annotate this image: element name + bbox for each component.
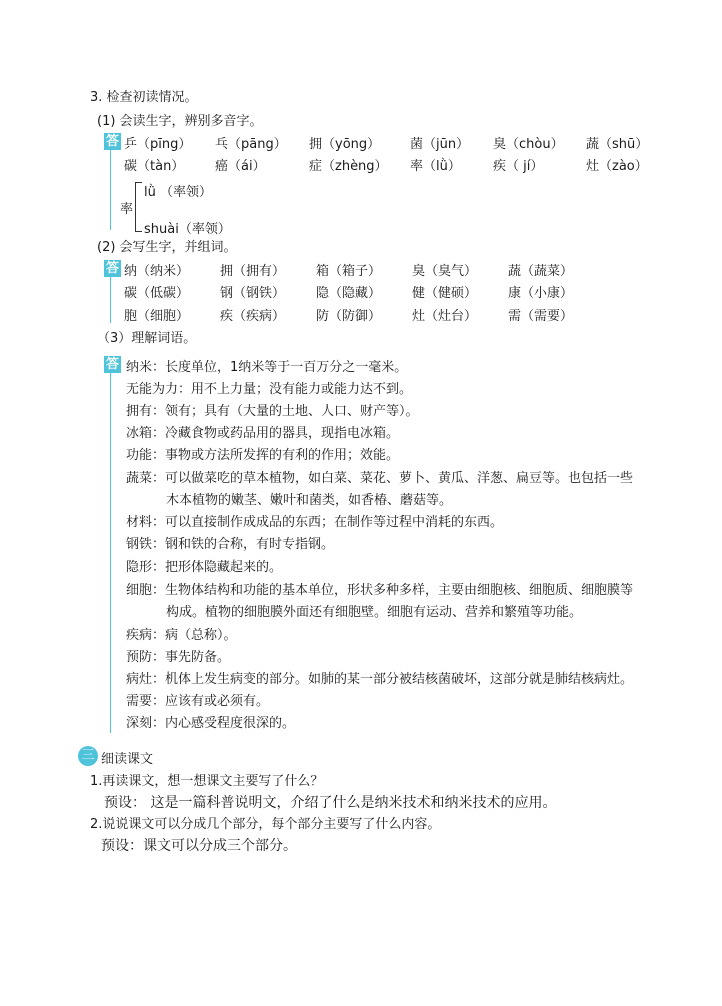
word-item: 钢（钢铁） — [220, 286, 286, 301]
section-number-icon: 三 — [78, 746, 98, 766]
definition-item: 材料：可以直接制作成成品的东西；在制作等过程中消耗的东西。 — [126, 515, 504, 530]
word-item: 胞（细胞） — [124, 309, 190, 324]
answer-badge-icon: 答 — [105, 357, 119, 372]
definition-item: 疾病：病（总称）。 — [126, 628, 237, 643]
definition-item-cont: 构成。植物的细胞膜外面还有细胞壁。细胞有运动、营养和繁殖等功能。 — [166, 605, 583, 620]
definition-item: 病灶：机体上发生病变的部分。如肺的某一部分被结核菌破坏，这部分就是肺结核病灶。 — [126, 672, 634, 687]
char-pinyin: 率（lǜ） — [410, 159, 461, 174]
polyphone-reading-1: lǜ （率领） — [144, 185, 212, 200]
char-pinyin: 疾（ jí） — [493, 159, 544, 174]
word-item: 防（防御） — [316, 309, 382, 324]
section-title: 细读课文 — [101, 752, 154, 767]
polyphone-reading-2: shuài（率领） — [144, 222, 231, 237]
answer-badge-icon: 答 — [105, 261, 119, 276]
word-item: 康（小康） — [508, 286, 574, 301]
word-item: 碳（低碳） — [124, 286, 190, 301]
char-pinyin: 拥（yōng） — [309, 137, 381, 152]
word-item: 灶（灶台） — [412, 309, 478, 324]
word-item: 疾（疾病） — [220, 309, 286, 324]
margin-rule — [110, 373, 111, 733]
answer-1: 预设： 这是一篇科普说明文，介绍了什么是纳米技术和纳米技术的应用。 — [104, 795, 557, 811]
definition-item: 深刻：内心感受程度很深的。 — [126, 716, 296, 731]
definition-item: 冰箱：冷藏食物或药品用的器具，现指电冰箱。 — [126, 426, 400, 441]
char-pinyin: 菌（jūn） — [410, 137, 470, 152]
definition-item: 隐形：把形体隐藏起来的。 — [126, 560, 283, 575]
char-pinyin: 碳（tàn） — [124, 159, 185, 174]
char-pinyin: 症（zhèng） — [309, 159, 388, 174]
char-pinyin: 癌（ái） — [215, 159, 266, 174]
definition-item: 需要：应该有或必须有。 — [126, 694, 270, 709]
section-heading: 3. 检查初读情况。 — [90, 90, 198, 105]
definition-item: 纳米：长度单位，1纳米等于一百万分之一毫米。 — [126, 360, 408, 375]
char-pinyin: 乒（pīng） — [124, 137, 192, 152]
question-1: 1.再读课文，想一想课文主要写了什么？ — [90, 774, 324, 789]
char-pinyin: 乓（pāng） — [215, 137, 287, 152]
margin-rule — [110, 150, 111, 230]
char-pinyin: 灶（zào） — [586, 159, 648, 174]
definition-item: 细胞：生物体结构和功能的基本单位，形状多种多样，主要由细胞核、细胞质、细胞膜等 — [126, 583, 634, 598]
definition-item: 蔬菜：可以做菜吃的草本植物，如白菜、菜花、萝卜、黄瓜、洋葱、扁豆等。也包括一些 — [126, 471, 634, 486]
word-item: 纳（纳米） — [124, 264, 190, 279]
word-item: 蔬（蔬菜） — [508, 264, 574, 279]
subsection-label: (1) 会读生字，辨别多音字。 — [97, 114, 263, 129]
word-item: 健（健硕） — [412, 286, 478, 301]
polyphone-char: 率 — [120, 202, 134, 217]
char-pinyin: 蔬（shū） — [586, 137, 649, 152]
brace-icon — [135, 182, 142, 232]
word-item: 拥（拥有） — [220, 264, 286, 279]
definition-item: 功能：事物或方法所发挥的有利的作用；效能。 — [126, 448, 400, 463]
subsection-label: （3）理解词语。 — [97, 331, 197, 346]
margin-rule — [110, 277, 111, 323]
answer-2: 预设：课文可以分成三个部分。 — [101, 838, 297, 854]
definition-item: 预防：事先防备。 — [126, 650, 231, 665]
word-item: 需（需要） — [508, 309, 574, 324]
subsection-label: (2) 会写生字，并组词。 — [97, 240, 237, 255]
definition-item: 钢铁：钢和铁的合称，有时专指钢。 — [126, 537, 335, 552]
char-pinyin: 臭（chòu） — [493, 137, 564, 152]
answer-badge-icon: 答 — [105, 134, 119, 149]
definition-item-cont: 木本植物的嫩茎、嫩叶和菌类，如香椿、蘑菇等。 — [166, 493, 453, 508]
word-item: 臭（臭气） — [412, 264, 478, 279]
definition-item: 无能为力：用不上力量；没有能力或能力达不到。 — [126, 382, 413, 397]
definition-item: 拥有：领有；具有（大量的土地、人口、财产等）。 — [126, 404, 419, 419]
word-item: 隐（隐藏） — [316, 286, 382, 301]
word-item: 箱（箱子） — [316, 264, 382, 279]
question-2: 2.说说课文可以分成几个部分，每个部分主要写了什么内容。 — [90, 817, 441, 832]
